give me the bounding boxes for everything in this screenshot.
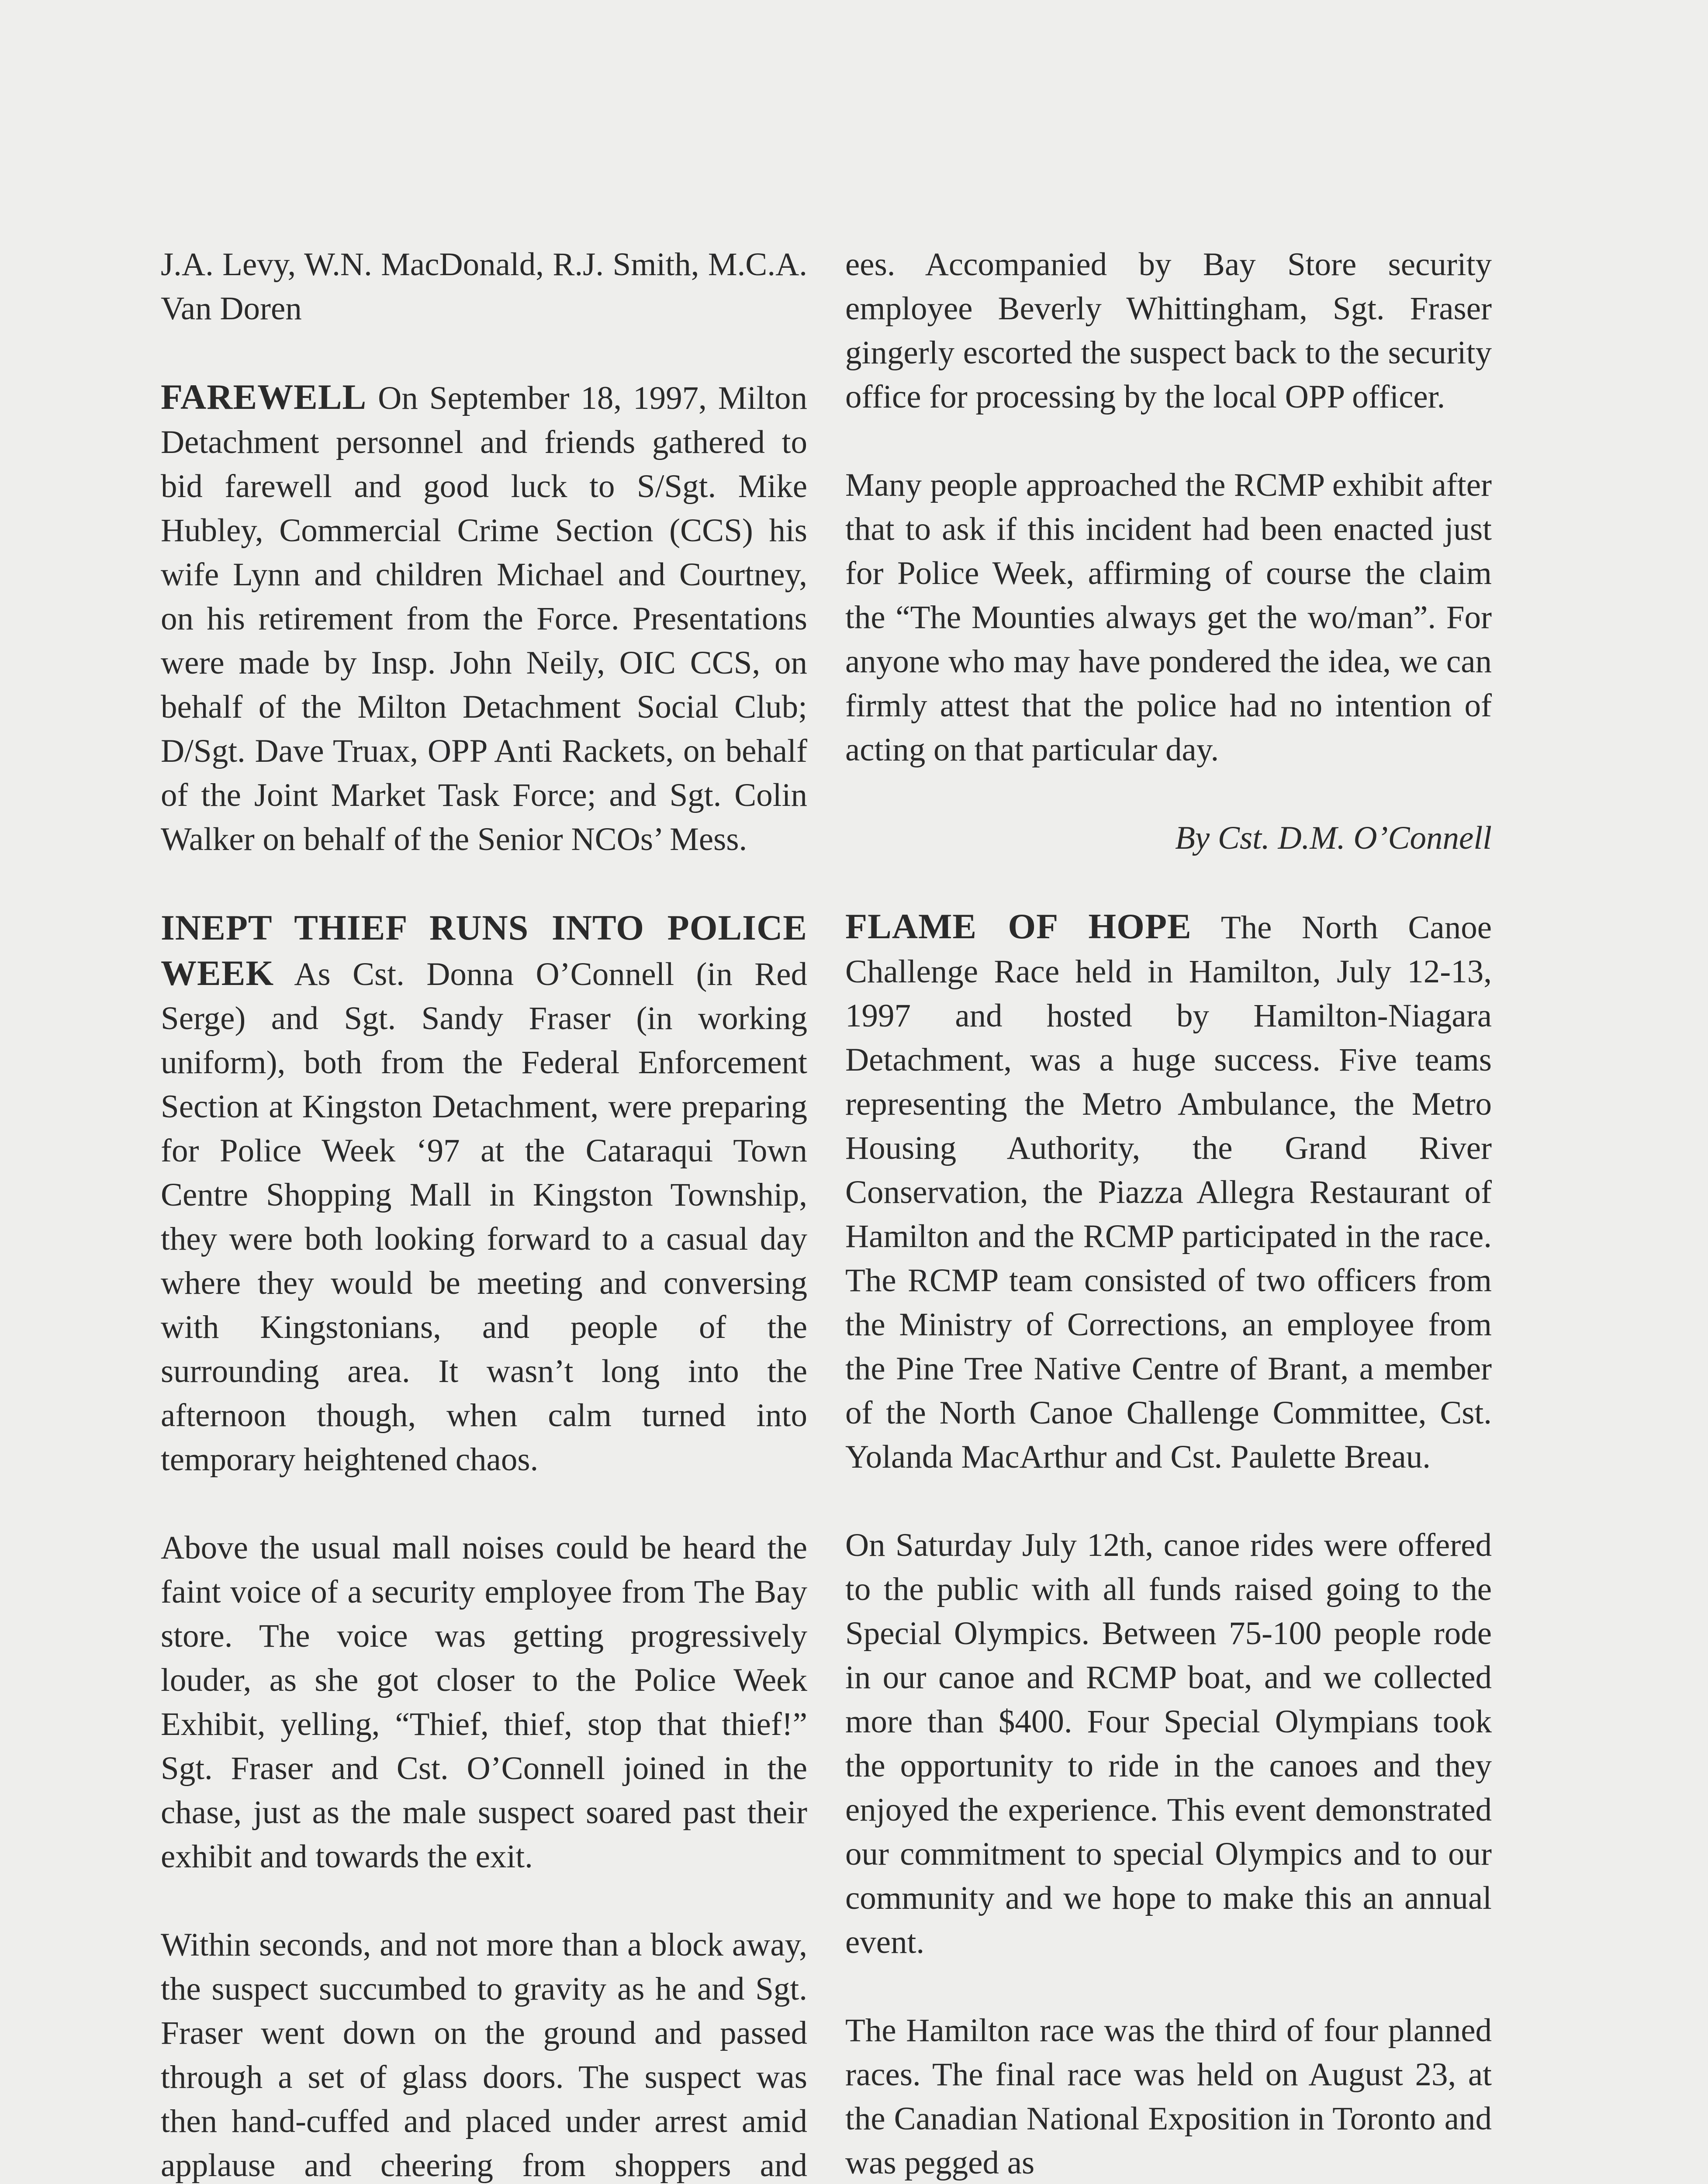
flame-of-hope-heading: FLAME OF HOPE [845, 906, 1192, 946]
continued-paragraph: ees. Accompanied by Bay Store security employee Beverly Whittingham, Sgt. Fraser gingerly escorted the suspect back to the security office for processing by the local OPP officer. [845, 246, 1492, 415]
farewell-paragraph [161, 375, 807, 861]
flame-of-hope-paragraph [845, 904, 1492, 1479]
byline: By Cst. D.M. O’Connell [1175, 820, 1492, 856]
inept-thief-text: As Cst. Donna O’Connell (in Red Serge) and Sgt. Sandy Fraser (in working uniform), both from the Federal Enforcement Section at Kingston Detachment, were preparing for Police Week ‘97 at the Cataraqui Town Centre Shopping Mall in Kingston Township, they were both looking forward to a casual day where they would be meeting and conversing with Kingstonians, and people of the surrounding area. It wasn’t long into the afternoon though, when calm turned into temporary heightened chaos. [161, 956, 807, 1478]
saturday-paragraph: On Saturday July 12th, canoe rides were offered to the public with all funds raised going to the Special Olympics. Between 75-100 people rode in our canoe and RCMP boat, and we collected more than $400. Four Special Olympians took the opportunity to ride in the canoes and they enjoyed the experience. This event demonstrated our commitment to special Olympics and to our community and we hope to make this an annual event. [845, 1527, 1492, 1960]
right-column [845, 242, 1492, 2184]
hamilton-race-paragraph: The Hamilton race was the third of four planned races. The final race was held on August 23, at the Canadian National Exposition in Toronto and was pegged as [845, 2012, 1492, 2181]
within-seconds-paragraph: Within seconds, and not more than a block away, the suspect succumbed to gravity as he and Sgt. Fraser went down on the ground and passed through a set of glass doors. The suspect was then hand-cuffed and placed under arrest amid applause and cheering from shoppers and [161, 1927, 807, 2184]
farewell-heading: FAREWELL [161, 377, 367, 417]
left-column [161, 242, 807, 2184]
many-people-paragraph: Many people approached the RCMP exhibit after that to ask if this incident had been enacted just for Police Week, affirming of course the claim the “The Mounties always get the wo/man”. For anyone who may have pondered the idea, we can firmly attest that the police had no intention of acting on that particular day. [845, 467, 1492, 768]
flame-of-hope-text: The North Canoe Challenge Race held in Hamilton, July 12-13, 1997 and hosted by Hamilton-Niagara Detachment, was a huge success. Five teams representing the Metro Ambulance, the Metro Housing Authority, the Grand River Conservation, the Piazza Allegra Restaurant of Hamilton and the RCMP participated in the race. The RCMP team consisted of two officers from the Ministry of Corrections, an employee from the Pine Tree Native Centre of Brant, a member of the North Canoe Challenge Committee, Cst. Yolanda MacArthur and Cst. Paulette Breau. [845, 909, 1492, 1475]
inept-thief-paragraph [161, 905, 807, 1482]
inept-thief-heading: INEPT THIEF RUNS INTO POLICE WEEK [161, 908, 807, 993]
mall-noises-paragraph: Above the usual mall noises could be heard the faint voice of a security employee from The Bay store. The voice was getting progressively louder, as she got closer to the Police Week Exhibit, yelling, “Thief, thief, stop that thief!” Sgt. Fraser and Cst. O’Connell joined in the chase, just as the male suspect soared past their exhibit and towards the exit. [161, 1530, 807, 1875]
authors-paragraph: J.A. Levy, W.N. MacDonald, R.J. Smith, M.C.A. Van Doren [161, 246, 807, 327]
farewell-text: On September 18, 1997, Milton Detachment personnel and friends gathered to bid farewell and good luck to S/Sgt. Mike Hubley, Commercial Crime Section (CCS) his wife Lynn and children Michael and Courtney, on his retirement from the Force. Presentations were made by Insp. John Neily, OIC CCS, on behalf of the Milton Detachment Social Club; D/Sgt. Dave Truax, OPP Anti Rackets, on behalf of the Joint Market Task Force; and Sgt. Colin Walker on behalf of the Senior NCOs’ Mess. [161, 380, 807, 857]
